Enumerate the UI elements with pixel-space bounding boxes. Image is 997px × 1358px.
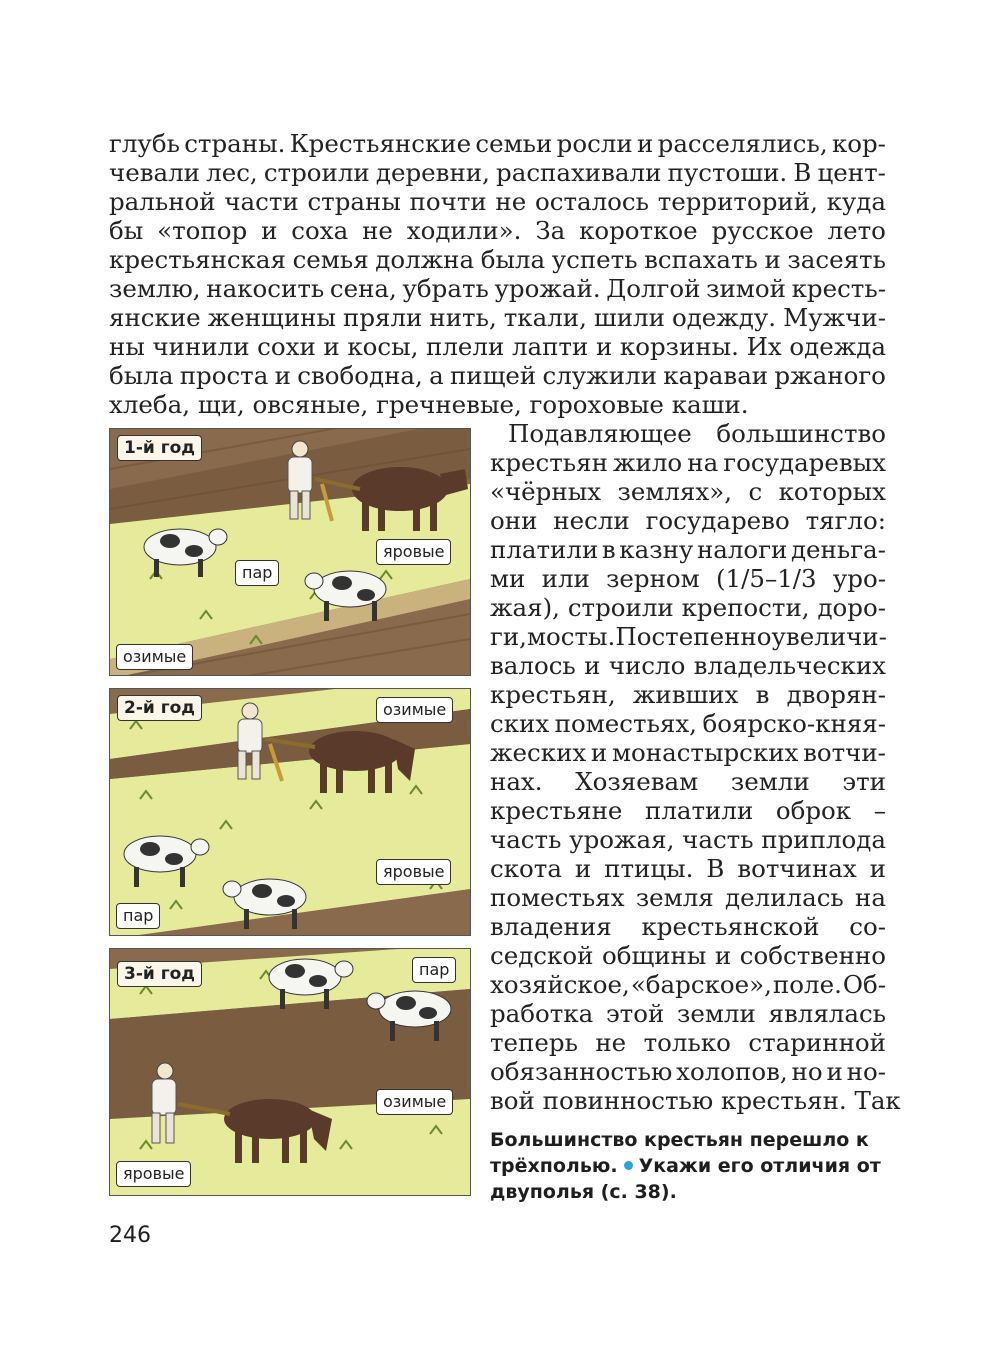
text-line: крестьян жило на государевых xyxy=(490,448,886,477)
caption-line: трёхполью. Укажи его отличия от xyxy=(490,1155,881,1177)
text-line: крестьянская семья должна была успеть вспахать и засеять xyxy=(109,245,886,274)
text-line: нах. Хозяевам земли эти xyxy=(490,767,886,796)
bullet-dot-icon xyxy=(624,1161,633,1170)
text-line: теперь не только старинной xyxy=(490,1028,886,1057)
crop-rotation-panel-year-2 xyxy=(109,688,471,936)
caption-line: Большинство крестьян перешло к xyxy=(490,1129,869,1151)
field-label-winter-crops: озимые xyxy=(376,697,453,723)
text-line: они несли государево тягло: xyxy=(490,506,886,535)
caption-line: двуполья (с. 38). xyxy=(490,1181,677,1203)
field-label-fallow: пар xyxy=(116,903,160,929)
text-line: крестьяне платили оброк – xyxy=(490,796,886,825)
year-label: 3-й год xyxy=(117,961,202,987)
text-line: ны чинили сохи и косы, плели лапти и корзины. Их одежда xyxy=(109,332,886,361)
text-line: «чёрных землях», с которых xyxy=(490,477,886,506)
field-label-spring-crops: яровые xyxy=(116,1161,191,1187)
text-line: ских поместьях, боярско-княя- xyxy=(490,709,886,738)
text-line: была проста и свободна, а пищей служили караваи ржаного xyxy=(109,361,886,390)
page-number: 246 xyxy=(109,1223,151,1248)
text-line: жеских и монастырских вотчи- xyxy=(490,738,886,767)
text-line: жая), строили крепости, доро- xyxy=(490,593,886,622)
text-line: чевали лес, строили деревни, распахивали пустоши. В цент- xyxy=(109,158,886,187)
field-label-fallow: пар xyxy=(235,560,279,586)
text-line: седской общины и собственно xyxy=(490,941,886,970)
text-line: землю, накосить сена, убрать урожай. Долгой зимой кресть- xyxy=(109,274,886,303)
field-illustration xyxy=(110,689,470,935)
text-line: глубь страны. Крестьянские семьи росли и расселялись, кор- xyxy=(109,129,886,158)
text-line: хозяйское, «барское», поле. Об- xyxy=(490,970,886,999)
field-label-winter-crops: озимые xyxy=(376,1089,453,1115)
text-line: вой повинностью крестьян. Так xyxy=(490,1086,901,1115)
year-label: 2-й год xyxy=(117,695,202,721)
text-line: крестьян, живших в дворян- xyxy=(490,680,886,709)
text-line: бы «топор и соха не ходили». За короткое русское лето xyxy=(109,216,886,245)
text-line: владения крестьянской со- xyxy=(490,912,886,941)
field-label-spring-crops: яровые xyxy=(376,539,451,565)
year-label: 1-й год xyxy=(117,435,202,461)
text-line: Подавляющее большинство xyxy=(508,419,886,448)
text-line: валось и число владельческих xyxy=(490,651,886,680)
text-line: обязанностью холопов, но и но- xyxy=(490,1057,886,1086)
text-line: ги, мосты. Постепенно увеличи- xyxy=(490,622,887,651)
field-label-spring-crops: яровые xyxy=(376,859,451,885)
text-line: часть урожая, часть приплода xyxy=(490,825,886,854)
text-line: поместьях земля делилась на xyxy=(490,883,886,912)
text-line: работка этой земли являлась xyxy=(490,999,886,1028)
text-line: ми или зерном (1/5–1/3 уро- xyxy=(490,564,886,593)
text-line: янские женщины пряли нить, ткали, шили одежду. Мужчи- xyxy=(109,303,886,332)
crop-rotation-panel-year-1 xyxy=(109,428,471,676)
field-label-fallow: пар xyxy=(412,957,456,983)
crop-rotation-panel-year-3 xyxy=(109,948,471,1196)
field-label-winter-crops: озимые xyxy=(116,644,193,670)
text-line: хлеба, щи, овсяные, гречневые, гороховые каши. xyxy=(109,390,749,419)
text-line: скота и птицы. В вотчинах и xyxy=(490,854,886,883)
text-line: платили в казну налоги деньга- xyxy=(490,535,886,564)
text-line: ральной части страны почти не осталось территорий, куда xyxy=(109,187,886,216)
